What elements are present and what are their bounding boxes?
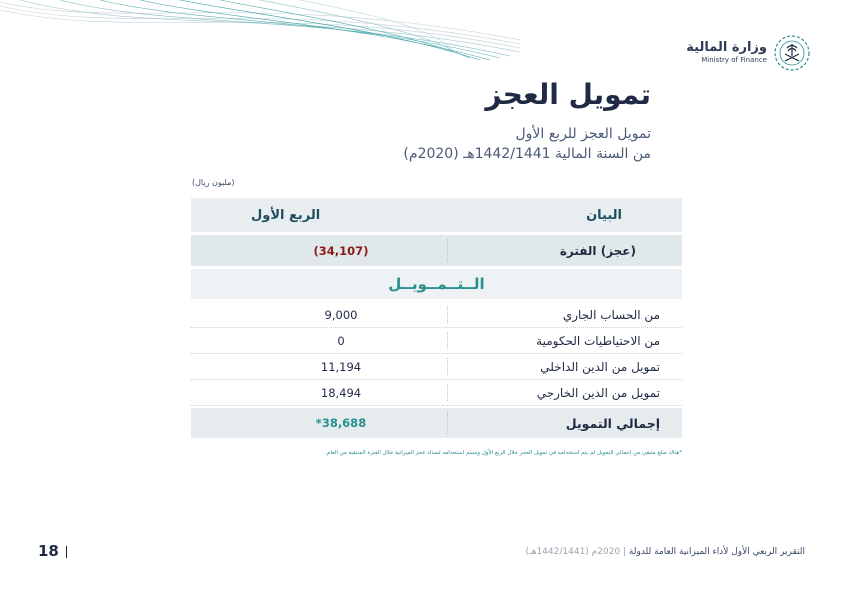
page-subtitle	[403, 124, 651, 164]
total-label: إجمالي التمويل	[565, 415, 660, 431]
table-row	[191, 380, 682, 406]
decorative-waves	[0, 0, 520, 60]
table-header-row	[191, 198, 682, 232]
deficit-financing-table	[191, 198, 682, 438]
row-value: 11,194	[320, 359, 362, 374]
footer-report-name: التقرير الربعي الأول لأداء الميزانية العامة للدولة	[628, 547, 805, 557]
table-row	[191, 354, 682, 380]
footer-year: | 2020م (1442/1441هـ)	[525, 547, 629, 557]
row-label: تمويل من الدين الداخلي	[540, 359, 660, 374]
footnote: *هناك مبلغ متبقي من إجمالي التمويل لم يتم استخدامه في تمويل العجز خلال الربع الأول وسيتم استخدامه لسداد عجز الميزانية خلال الفترة المتبقية من العام.	[325, 450, 682, 456]
row-value: 0	[337, 333, 345, 348]
logo-arabic-text: وزارة المالية	[686, 40, 767, 55]
unit-label: (مليون ريال)	[192, 178, 235, 187]
row-value: 9,000	[324, 307, 358, 322]
subtitle-line-2: من السنة المالية 1442/1441هـ (2020م)	[403, 146, 651, 162]
deficit-value: (34,107)	[313, 243, 369, 258]
palm-swords-emblem-icon	[773, 34, 811, 72]
header-quarter-label: الربع الأول	[251, 207, 321, 223]
deficit-label: (عجز) الفترة	[559, 243, 636, 258]
page-title: تمويل العجز	[485, 78, 651, 111]
funding-section-header	[191, 269, 682, 299]
row-value: 18,494	[320, 385, 362, 400]
row-label: من الاحتياطيات الحكومية	[536, 333, 660, 348]
subtitle-line-1: تمويل العجز للربع الأول	[515, 126, 651, 142]
total-value: 38,688*	[315, 416, 367, 430]
total-funding-row	[191, 408, 682, 438]
table-row	[191, 302, 682, 328]
funding-header-label: الــتــمــويــل	[388, 275, 485, 293]
page-number: 18	[38, 542, 59, 560]
row-label: من الحساب الجاري	[562, 307, 660, 322]
header-item-label: البيان	[586, 207, 622, 223]
row-label: تمويل من الدين الخارجي	[536, 385, 660, 400]
footer-divider	[66, 546, 67, 558]
table-row	[191, 328, 682, 354]
deficit-row	[191, 235, 682, 266]
ministry-logo	[686, 34, 811, 72]
logo-english-text: Ministry of Finance	[701, 56, 767, 64]
footer-report-title	[526, 547, 805, 557]
